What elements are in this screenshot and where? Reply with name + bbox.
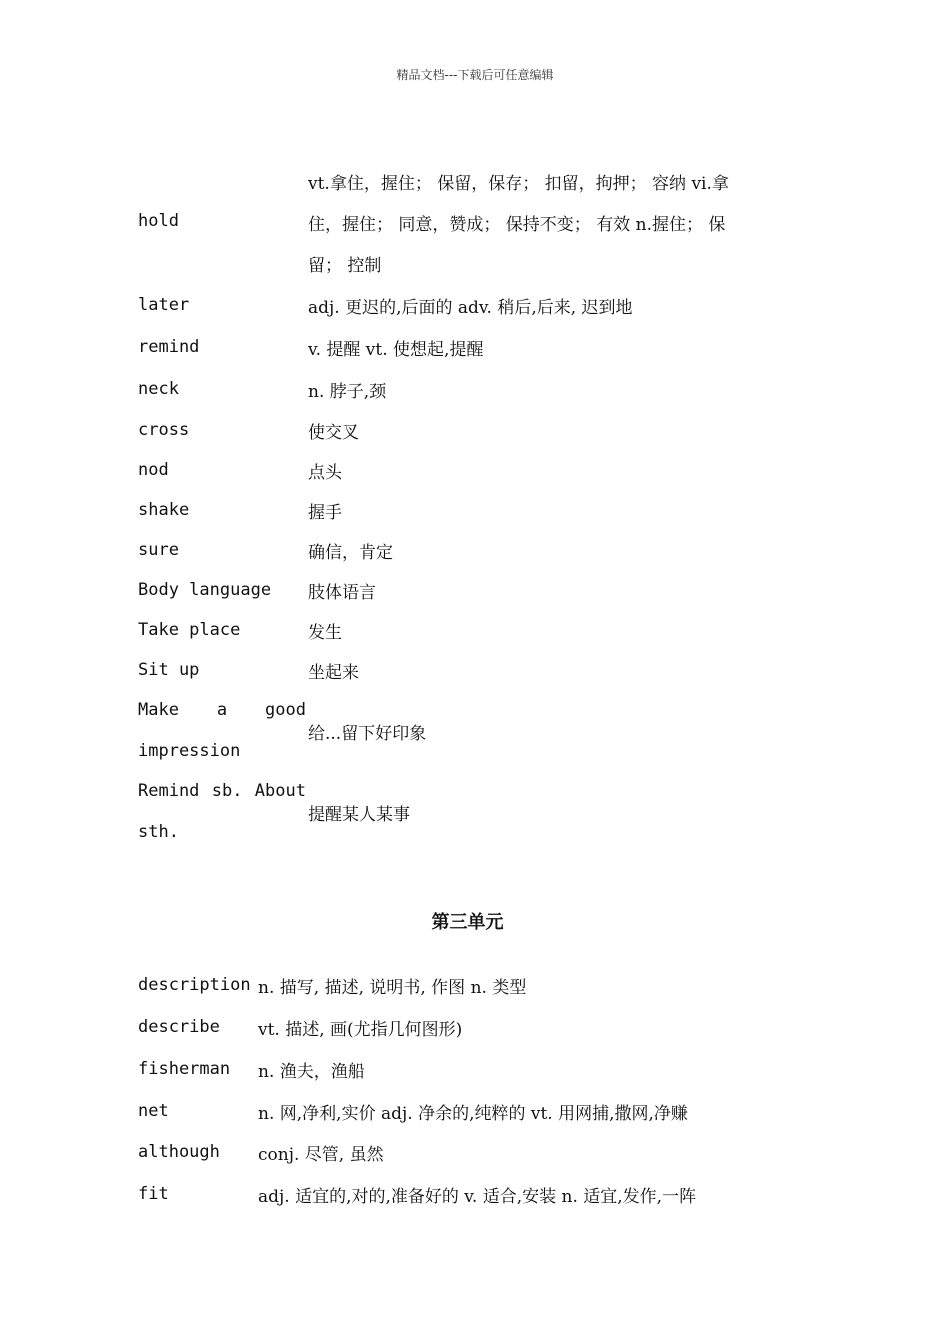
term-later: later: [138, 295, 190, 315]
term-cross: cross: [138, 420, 190, 440]
term-word: good: [265, 700, 306, 720]
def-body-language: 肢体语言: [308, 583, 376, 603]
term-make-a-good-line-1: [138, 700, 306, 720]
term-although: although: [138, 1142, 220, 1162]
term-remind: remind: [138, 337, 200, 357]
term-fisherman: fisherman: [138, 1059, 231, 1079]
def-sit-up: 坐起来: [308, 663, 359, 683]
term-body-language: Body language: [138, 580, 272, 600]
term-net: net: [138, 1101, 169, 1121]
def-remind: v. 提醒 vt. 使想起,提醒: [308, 340, 484, 360]
term-neck: neck: [138, 379, 179, 399]
def-shake: 握手: [308, 503, 342, 523]
def-nod: 点头: [308, 463, 342, 483]
term-fit: fit: [138, 1184, 169, 1204]
term-sure: sure: [138, 540, 179, 560]
term-remind-sb-about-line-1: [138, 781, 306, 801]
def-neck: n. 脖子,颈: [308, 382, 387, 402]
page-header: 精品文档---下载后可任意编辑: [396, 68, 554, 82]
def-hold-line-1: vt.拿住，握住； 保留，保存； 扣留，拘押； 容纳 vi.拿: [308, 174, 729, 194]
term-word: Make: [138, 700, 179, 720]
def-fisherman: n. 渔夫，渔船: [258, 1062, 365, 1082]
def-remind-sb-about-sth: 提醒某人某事: [308, 805, 410, 825]
def-hold-line-2: 住，握住； 同意，赞成； 保持不变； 有效 n.握住； 保: [308, 215, 726, 235]
def-although: conj. 尽管, 虽然: [258, 1145, 384, 1165]
term-make-a-good-line-2: impression: [138, 741, 241, 761]
term-describe: describe: [138, 1017, 220, 1037]
term-word: sb.: [211, 781, 243, 801]
def-take-place: 发生: [308, 623, 342, 643]
def-later: adj. 更迟的,后面的 adv. 稍后,后来, 迟到地: [308, 298, 633, 318]
section-title-unit-3: 第三单元: [431, 912, 504, 933]
def-cross: 使交叉: [308, 423, 359, 443]
term-sit-up: Sit up: [138, 660, 200, 680]
def-sure: 确信，肯定: [308, 543, 393, 563]
def-net: n. 网,净利,实价 adj. 净余的,纯粹的 vt. 用网捕,撒网,净赚: [258, 1104, 688, 1124]
term-nod: nod: [138, 460, 169, 480]
term-take-place: Take place: [138, 620, 241, 640]
def-description: n. 描写, 描述, 说明书, 作图 n. 类型: [258, 978, 527, 998]
def-hold-line-3: 留； 控制: [308, 256, 382, 276]
term-word: About: [254, 781, 306, 801]
term-hold: hold: [138, 211, 179, 231]
def-describe: vt. 描述, 画(尤指几何图形): [258, 1020, 463, 1040]
def-fit: adj. 适宜的,对的,准备好的 v. 适合,安装 n. 适宜,发作,一阵: [258, 1187, 697, 1207]
term-remind-sb-about-line-2: sth.: [138, 822, 179, 842]
term-word: Remind: [138, 781, 200, 801]
term-shake: shake: [138, 500, 190, 520]
term-description: description: [138, 975, 251, 995]
def-make-a-good-impression: 给...留下好印象: [308, 724, 427, 744]
term-word: a: [216, 700, 228, 720]
